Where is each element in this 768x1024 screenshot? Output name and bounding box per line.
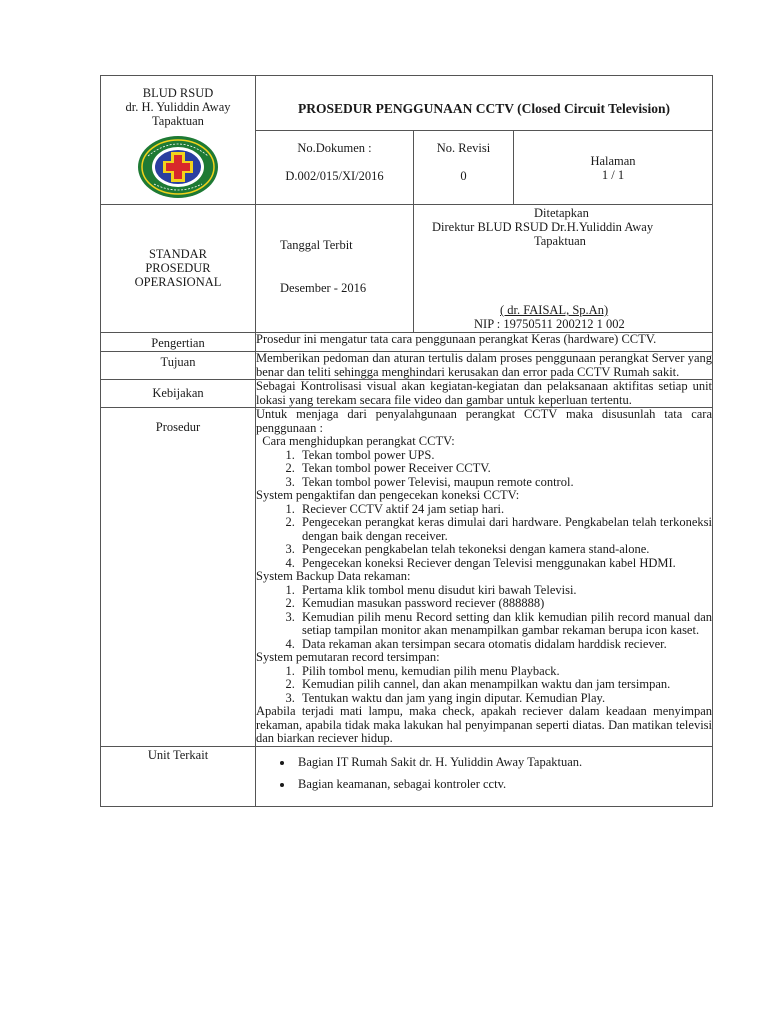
revision-value: 0	[460, 169, 467, 184]
group3-title: System Backup Data rekaman:	[256, 569, 411, 583]
sop-label-cell	[101, 205, 256, 333]
kebijakan-label-cell	[101, 380, 256, 408]
tujuan-label: Tujuan	[160, 355, 196, 369]
approver-title: Direktur BLUD RSUD Dr.H.Yuliddin Away	[432, 220, 654, 234]
list-item: 2. Tekan tombol power Receiver CCTV.	[298, 462, 712, 476]
prosedur-label: Prosedur	[155, 420, 201, 434]
list-item: 3. Pengecekan pengkabelan telah tekoneksi dengan kamera stand-alone.	[298, 543, 712, 557]
signer-name: ( dr. FAISAL, Sp.An)	[500, 303, 609, 317]
list-item: 1. Pertama klik tombol menu disudut kiri bawah Televisi.	[298, 584, 712, 598]
page-cell	[514, 131, 713, 205]
sop-label: STANDAR PROSEDUR OPERASIONAL	[134, 247, 222, 289]
issue-date-label: Tanggal Terbit	[280, 238, 353, 252]
prosedur-closing: Apabila terjadi mati lampu, maka check, apakah reciever dalam keadaan menyimpan rekaman, apabila tidak maka lakukan hal penyimpanan seperti diatas. Dan matikan televisi dan biarkan reciever hidup.	[256, 704, 713, 745]
doc-number-value: D.002/015/XI/2016	[285, 169, 384, 184]
page-label: Halaman	[590, 154, 636, 169]
list-item: 1. Reciever CCTV aktif 24 jam setiap hari.	[298, 503, 712, 517]
unit-content	[256, 746, 713, 806]
sop-table	[100, 75, 713, 807]
group2-title: System pengaktifan dan pengecekan koneksi CCTV:	[256, 488, 520, 502]
list-item: • Bagian keamanan, sebagai kontroler cctv.	[294, 777, 712, 792]
list-item: 3. Tentukan waktu dan jam yang ingin diputar. Kemudian Play.	[298, 692, 712, 706]
list-item: 2. Kemudian masukan password reciever (888888)	[298, 597, 712, 611]
pengertian-label-cell	[101, 333, 256, 352]
pengertian-label: Pengertian	[151, 336, 205, 350]
revision-label: No. Revisi	[436, 141, 491, 156]
doc-number-cell	[256, 131, 414, 205]
revision-cell	[414, 131, 514, 205]
sop-document	[100, 75, 712, 807]
hospital-logo	[136, 134, 220, 200]
issue-date-cell	[256, 205, 414, 333]
issue-date-value: Desember - 2016	[280, 281, 367, 295]
doc-number-label: No.Dokumen :	[297, 141, 372, 156]
group3-list	[256, 584, 712, 652]
unit-label-cell	[101, 746, 256, 806]
approval-cell	[414, 205, 713, 333]
list-item: 1. Tekan tombol power UPS.	[298, 449, 712, 463]
prosedur-label-cell	[101, 408, 256, 747]
group2-list	[256, 503, 712, 571]
list-item: 3. Kemudian pilih menu Record setting dan klik kemudian pilih record manual dan setiap tampilan monitor akan menampilkan gambar rekaman berupa icon kaset.	[298, 611, 712, 638]
kebijakan-text: Sebagai Kontrolisasi visual akan kegiatan-kegiatan dan pelaksanaan aktifitas setiap unit lokasi yang terekam secara file video dan gambar untuk keperluan tertentu.	[256, 379, 713, 407]
approval-label: Ditetapkan	[534, 206, 589, 220]
tujuan-label-cell	[101, 352, 256, 380]
list-item: 4. Data rekaman akan tersimpan secara otomatis didalam harddisk reciever.	[298, 638, 712, 652]
unit-label: Unit Terkait	[147, 747, 209, 762]
list-item: 1. Pilih tombol menu, kemudian pilih menu Playback.	[298, 665, 712, 679]
group4-list	[256, 665, 712, 706]
list-item: 2. Pengecekan perangkat keras dimulai dari hardware. Pengkabelan telah terkoneksi dengan baik dengan receiver.	[298, 516, 712, 543]
tujuan-text: Memberikan pedoman dan aturan tertulis dalam proses penggunaan perangkat Server yang benar dan teliti sehingga menghindari kerusakan dan error pada CCTV Rumah sakit.	[256, 351, 713, 379]
group1-list	[256, 449, 712, 490]
document-title: PROSEDUR PENGGUNAAN CCTV (Closed Circuit Television)	[298, 101, 670, 116]
group4-title: System pemutaran record tersimpan:	[256, 650, 440, 664]
group1-title: Cara menghidupkan perangkat CCTV:	[256, 434, 455, 448]
prosedur-content	[256, 408, 713, 747]
page-value: 1 / 1	[601, 168, 625, 183]
approver-title-2: Tapaktuan	[534, 234, 586, 248]
title-cell	[256, 76, 713, 131]
list-item: 4. Pengecekan koneksi Reciever dengan Televisi menggunakan kabel HDMI.	[298, 557, 712, 571]
list-item: 2. Kemudian pilih cannel, dan akan menampilkan waktu dan jam tersimpan.	[298, 678, 712, 692]
hospital-cell	[101, 76, 256, 205]
kebijakan-label: Kebijakan	[152, 386, 204, 400]
signer-nip: NIP : 19750511 200212 1 002	[474, 317, 625, 331]
list-item: 3. Tekan tombol power Televisi, maupun remote control.	[298, 476, 712, 490]
list-item: • Bagian IT Rumah Sakit dr. H. Yuliddin Away Tapaktuan.	[294, 755, 712, 770]
prosedur-intro: Untuk menjaga dari penyalahgunaan perangkat CCTV maka disusunlah tata cara penggunaan :	[256, 407, 713, 435]
hospital-name: BLUD RSUD dr. H. Yuliddin Away Tapaktuan	[125, 86, 231, 128]
unit-list	[256, 755, 712, 792]
pengertian-text: Prosedur ini mengatur tata cara penggunaan perangkat Keras (hardware) CCTV.	[256, 333, 713, 352]
